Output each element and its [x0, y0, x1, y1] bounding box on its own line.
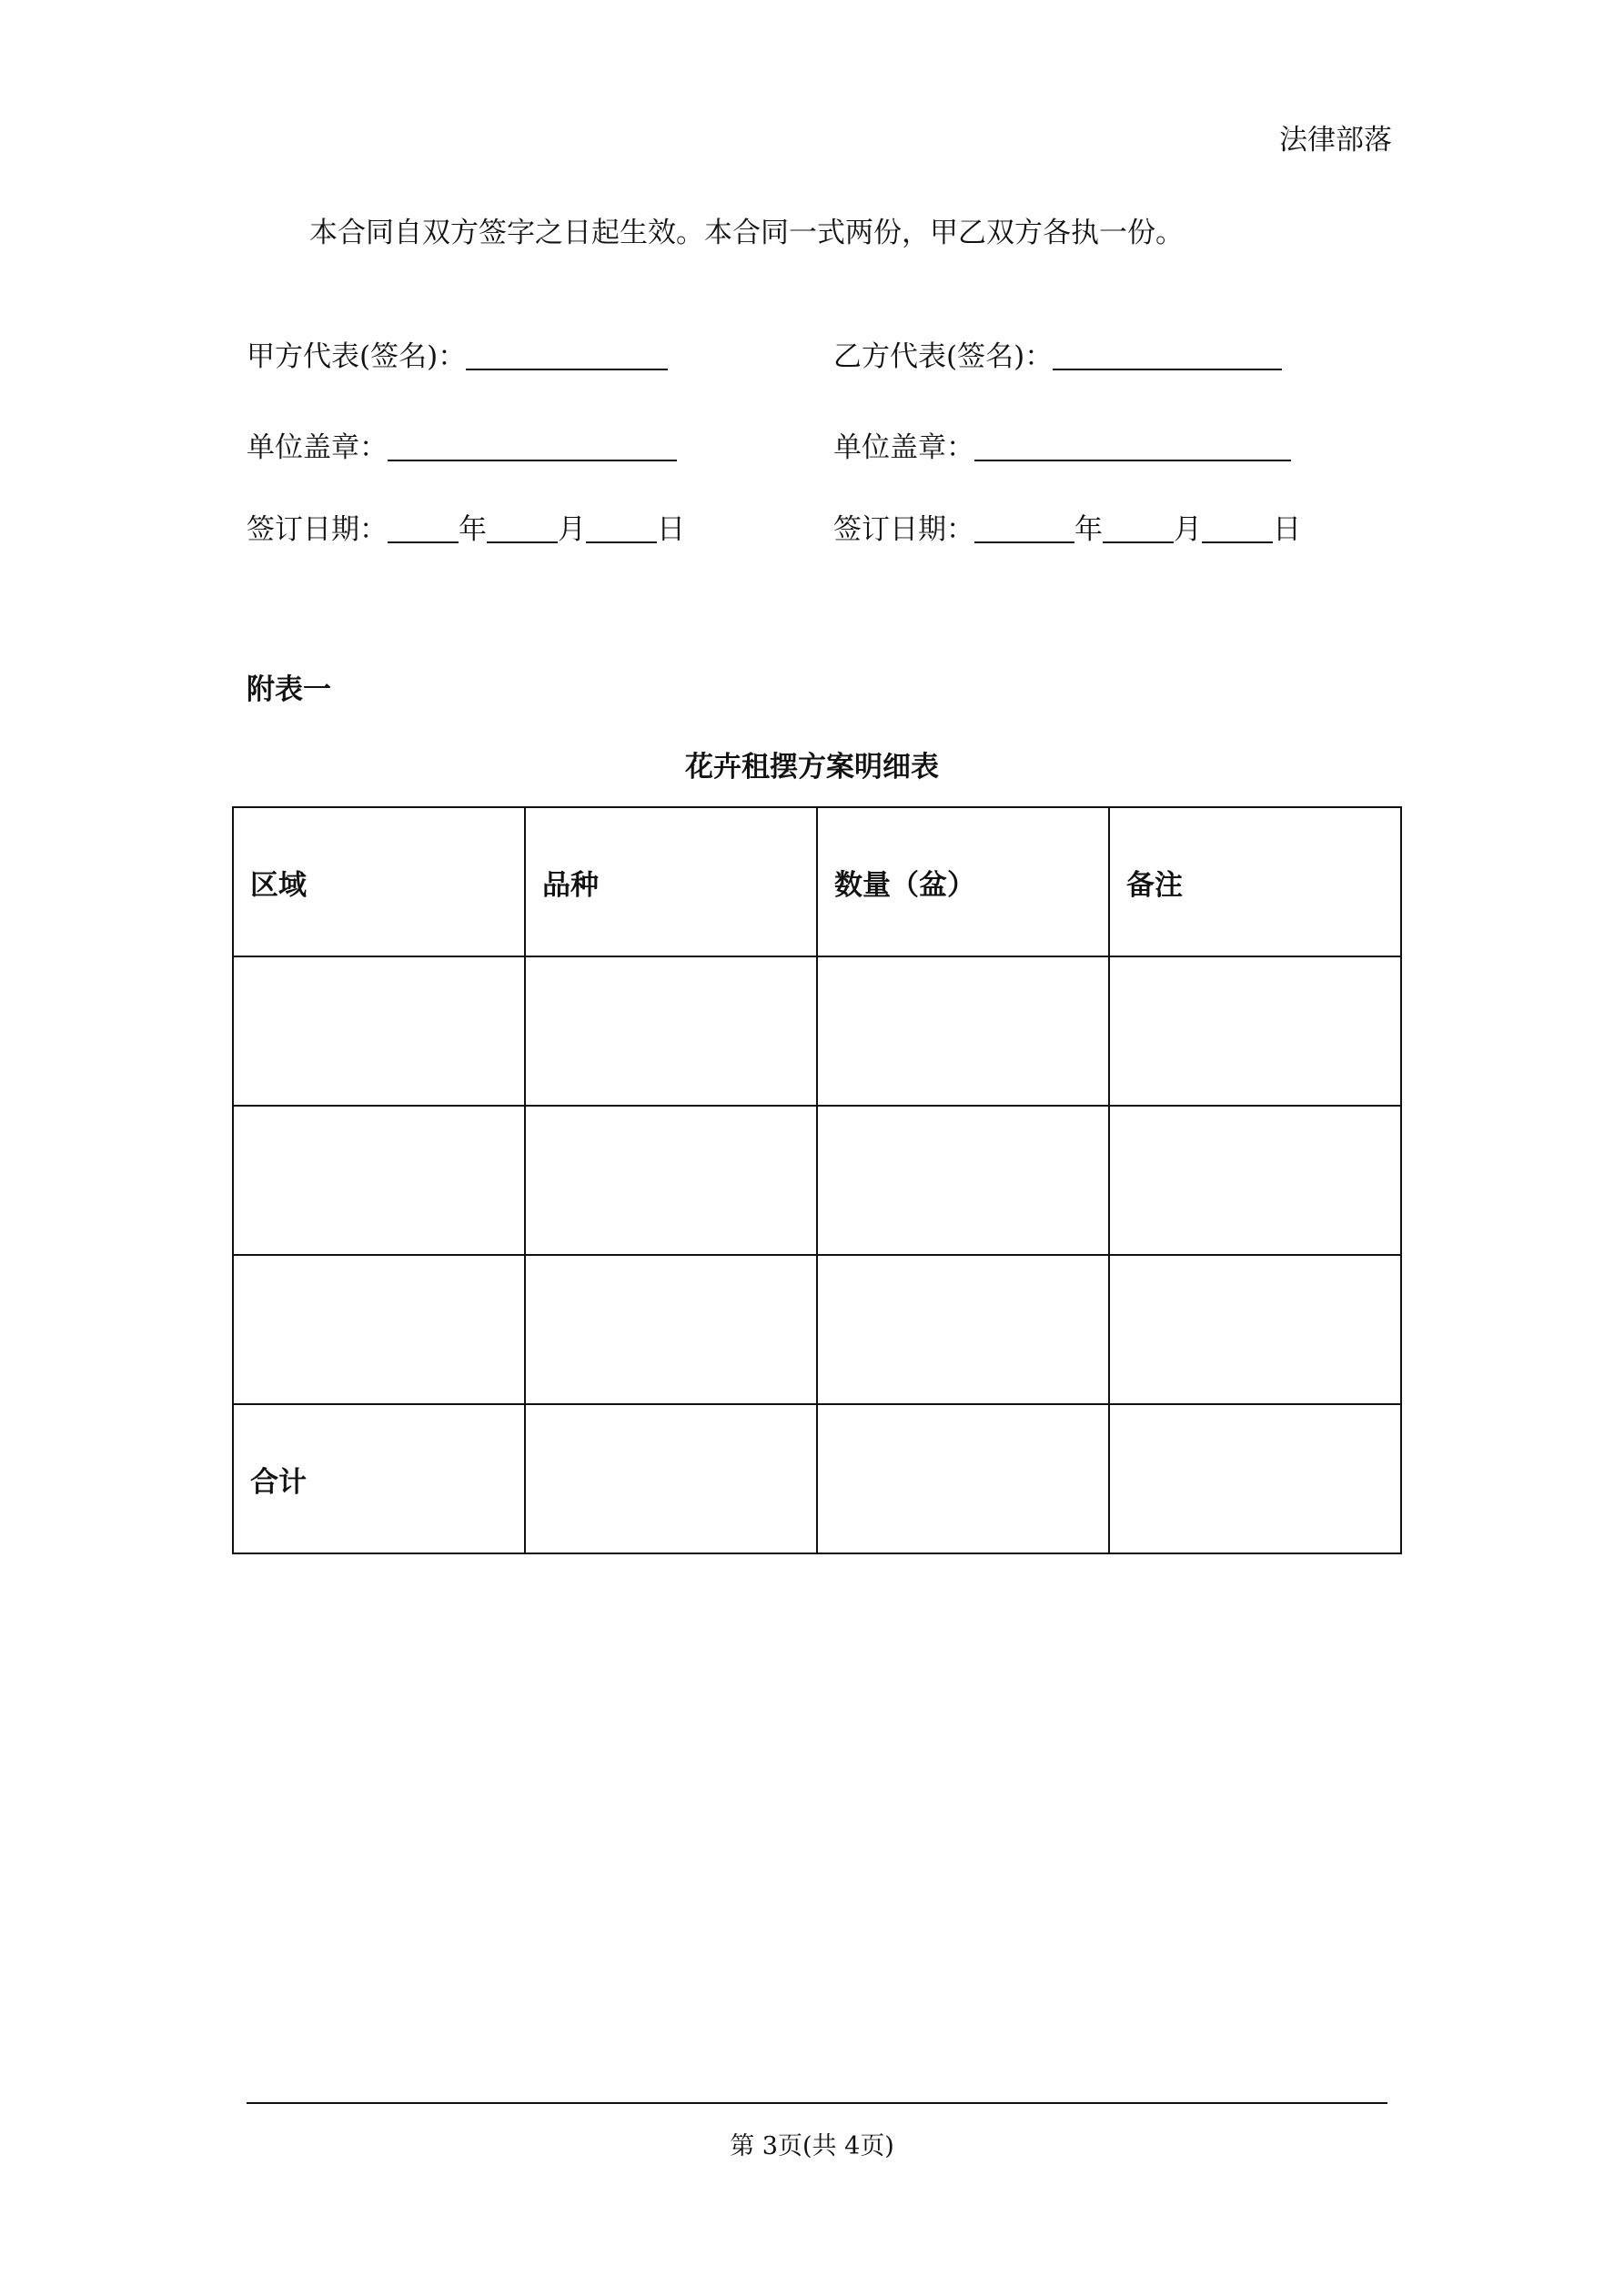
table-total-row	[233, 1404, 1401, 1553]
party-a-day-line[interactable]	[586, 514, 657, 543]
party-b-date-row	[833, 506, 1301, 547]
appendix-label: 附表一	[247, 673, 331, 706]
table-cell[interactable]	[817, 1106, 1109, 1255]
table-title: 花卉租摆方案明细表	[685, 751, 939, 784]
party-b-day-line[interactable]	[1202, 514, 1273, 543]
month-label: 月	[1174, 513, 1202, 546]
table-cell[interactable]	[1109, 956, 1401, 1106]
table-cell[interactable]	[817, 1255, 1109, 1404]
party-a-date-row	[247, 506, 685, 547]
month-label: 月	[558, 513, 586, 546]
party-b-year-line[interactable]	[974, 514, 1074, 543]
effective-clause: 本合同自双方签字之日起生效。本合同一式两份，甲乙双方各执一份。	[309, 217, 1184, 249]
party-b-seal-line[interactable]	[974, 432, 1291, 461]
table-row	[233, 1106, 1401, 1255]
party-a-seal-line[interactable]	[388, 432, 677, 461]
footer-divider	[247, 2102, 1387, 2104]
party-a-date-label: 签订日期：	[247, 513, 388, 546]
table-cell[interactable]	[525, 956, 817, 1106]
table-row	[233, 1255, 1401, 1404]
table-cell[interactable]	[1109, 1404, 1401, 1553]
total-label: 合计	[233, 1404, 525, 1553]
party-b-rep-label: 乙方代表(签名)：	[833, 340, 1054, 373]
day-label: 日	[1273, 513, 1301, 546]
header-text: 法律部落	[1279, 124, 1392, 157]
party-b-seal-row	[833, 424, 1291, 465]
year-label: 年	[1074, 513, 1103, 546]
header-quantity: 数量（盆）	[817, 807, 1109, 956]
table-cell[interactable]	[817, 1404, 1109, 1553]
table-cell[interactable]	[233, 1255, 525, 1404]
table-cell[interactable]	[1109, 1106, 1401, 1255]
party-a-year-line[interactable]	[388, 514, 459, 543]
table-row	[233, 956, 1401, 1106]
party-a-month-line[interactable]	[487, 514, 558, 543]
party-a-seal-row	[247, 424, 677, 465]
day-label: 日	[657, 513, 685, 546]
party-b-rep-line[interactable]	[1053, 341, 1282, 370]
table-cell[interactable]	[233, 956, 525, 1106]
header-region: 区域	[233, 807, 525, 956]
table-cell[interactable]	[1109, 1255, 1401, 1404]
table-cell[interactable]	[817, 956, 1109, 1106]
year-label: 年	[459, 513, 487, 546]
table-cell[interactable]	[525, 1404, 817, 1553]
page-number: 第 3页(共 4页)	[730, 2132, 894, 2160]
flower-rental-table	[232, 806, 1402, 1554]
party-b-month-line[interactable]	[1103, 514, 1174, 543]
header-remarks: 备注	[1109, 807, 1401, 956]
party-b-rep-row	[833, 333, 1282, 374]
party-b-seal-label: 单位盖章：	[833, 431, 974, 464]
party-a-rep-line[interactable]	[466, 341, 668, 370]
table-cell[interactable]	[525, 1255, 817, 1404]
party-a-rep-label: 甲方代表(签名)：	[247, 340, 467, 373]
party-a-seal-label: 单位盖章：	[247, 431, 388, 464]
table-cell[interactable]	[525, 1106, 817, 1255]
table-header-row	[233, 807, 1401, 956]
party-b-date-label: 签订日期：	[833, 513, 974, 546]
table-cell[interactable]	[233, 1106, 525, 1255]
party-a-rep-row	[247, 333, 668, 374]
header-variety: 品种	[525, 807, 817, 956]
